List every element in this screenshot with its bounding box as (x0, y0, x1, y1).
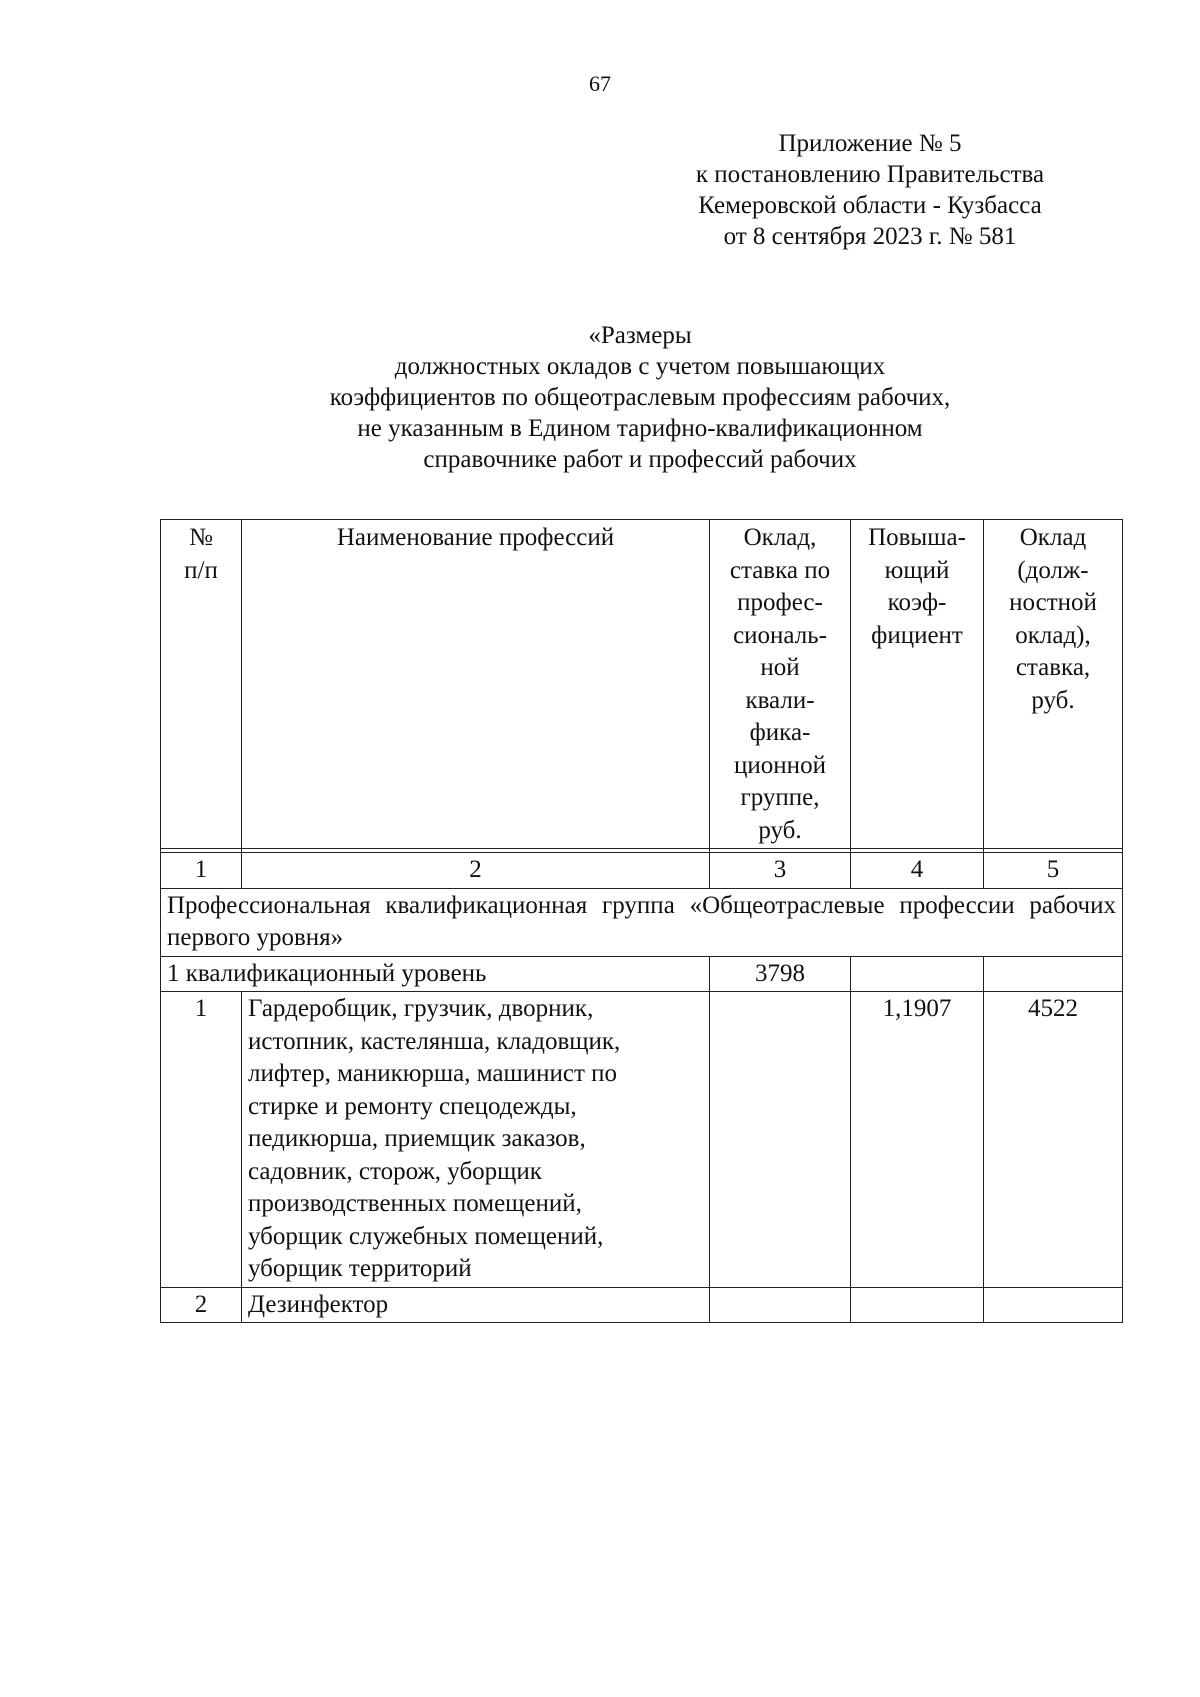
header-line: ционной (734, 751, 826, 779)
header-line: фика- (749, 719, 811, 746)
profession-line: уборщик территорий (248, 1255, 472, 1282)
document-title (160, 320, 1120, 475)
header-line: ной (760, 654, 800, 681)
title-line: «Размеры (588, 322, 692, 349)
group-title: Профессиональная квалификационная группа «Общеотраслевые профессии рабочих первого уровня» (161, 888, 1123, 956)
row-coefficient: 1,1907 (851, 992, 984, 1288)
title-line: не указанным в Едином тарифно-квалификационном (357, 415, 923, 442)
title-line: должностных окладов с учетом повышающих (394, 353, 886, 380)
row-salary (710, 1287, 851, 1323)
row-salary (710, 992, 851, 1288)
header-coefficient (851, 520, 984, 849)
level-row (161, 956, 1123, 992)
column-number: 1 (161, 853, 242, 889)
header-line: ностной (1009, 589, 1097, 616)
header-line: Оклад (1019, 524, 1087, 551)
row-total (984, 1287, 1123, 1323)
row-number: 1 (161, 992, 242, 1288)
header-line: сиональ- (733, 621, 827, 649)
column-numbers-row (161, 853, 1123, 889)
header-line: Повыша- (868, 524, 966, 551)
row-professions (242, 992, 710, 1288)
profession-line: уборщик служебных помещений, (248, 1222, 604, 1250)
header-number (161, 520, 242, 849)
header-line: Наименование профессий (336, 524, 615, 551)
column-number: 5 (984, 853, 1123, 889)
profession-line: лифтер, маникюрша, машинист по (248, 1060, 618, 1087)
salary-table (160, 519, 1123, 1323)
appendix-line: от 8 сентября 2023 г. № 581 (723, 223, 1017, 250)
group-row (161, 888, 1123, 956)
header-line: ставка, (1015, 654, 1091, 681)
table-header-row (161, 520, 1123, 849)
profession-line: педикюрша, приемщик заказов, (248, 1125, 586, 1152)
header-line: руб. (758, 816, 802, 844)
header-line: коэф- (887, 589, 947, 616)
profession-line: производственных помещений, (248, 1190, 582, 1217)
header-line: руб. (1031, 686, 1075, 714)
appendix-line: к постановлению Правительства (695, 161, 1045, 188)
appendix-line: Кемеровской области - Кузбасса (698, 192, 1042, 219)
title-line: коэффициентов по общеотраслевым профессиям рабочих, (329, 384, 951, 411)
column-number: 3 (710, 853, 851, 889)
level-salary: 3798 (710, 956, 851, 992)
header-line: квали- (745, 686, 815, 714)
profession-line: истопник, кастелянша, кладовщик, (248, 1027, 621, 1055)
profession-line: стирке и ремонту спецодежды, (248, 1092, 577, 1120)
row-coefficient (851, 1287, 984, 1323)
header-base-salary (710, 520, 851, 849)
row-total: 4522 (984, 992, 1123, 1288)
header-line: № (189, 524, 213, 551)
column-number: 2 (242, 853, 710, 889)
table-row (161, 1287, 1123, 1323)
header-profession (242, 520, 710, 849)
page-number: 67 (589, 71, 611, 96)
header-line: ставка по (729, 556, 831, 584)
profession-line: садовник, сторож, уборщик (248, 1157, 542, 1185)
table-row (161, 992, 1123, 1288)
row-number: 2 (161, 1287, 242, 1323)
header-line: оклад), (1015, 621, 1091, 649)
title-line: справочнике работ и профессий рабочих (423, 446, 857, 473)
column-number: 4 (851, 853, 984, 889)
profession-line: Гардеробщик, грузчик, дворник, (248, 995, 594, 1022)
header-line: фициент (871, 621, 963, 649)
row-professions (242, 1287, 710, 1323)
appendix-line: Приложение № 5 (778, 130, 962, 157)
profession-line: Дезинфектор (248, 1290, 389, 1318)
header-line: ющий (884, 556, 950, 584)
appendix-header (640, 128, 1100, 252)
header-line: п/п (184, 556, 218, 584)
header-line: группе, (740, 784, 820, 811)
level-name: 1 квалификационный уровень (161, 956, 710, 992)
header-line: профес- (737, 589, 823, 616)
header-line: (долж- (1017, 556, 1089, 584)
header-line: Оклад, (743, 524, 817, 551)
header-total-salary (984, 520, 1123, 849)
